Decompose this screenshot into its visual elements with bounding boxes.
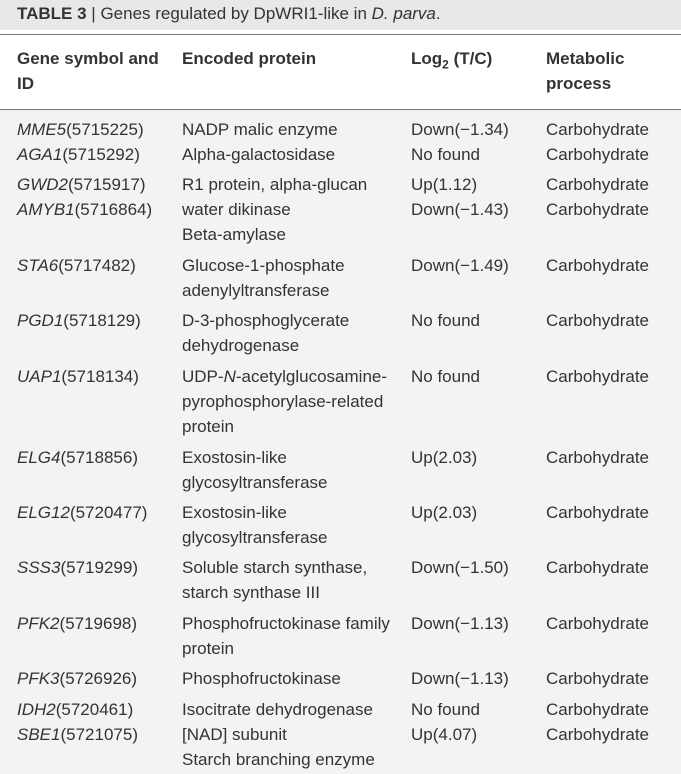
metabolic-process: Carbohydrate [546,669,650,688]
gene-symbol: MME5 [17,120,67,139]
log2-value: No found [411,367,480,386]
encoded-protein-line: [NAD] subunit [182,725,287,744]
log2-value: Down(−1.49) [411,256,509,275]
metabolic-process: Carbohydrate [546,200,650,219]
encoded-protein-part: N [223,367,236,386]
gene-symbol: PFK2 [17,614,60,633]
table-row-gene [17,697,133,722]
encoded-protein-line: Glucose-1-phosphate [182,256,345,275]
gene-symbol: ELG12 [17,503,70,522]
encoded-protein-line: water dikinase [182,200,291,219]
log2-value: Up(2.03) [411,448,478,467]
encoded-protein-line: starch synthase III [182,583,320,602]
table-row-gene [17,308,141,333]
metabolic-process: Carbohydrate [546,256,650,275]
encoded-protein-line: dehydrogenase [182,336,300,355]
log2-value: Down(−1.50) [411,558,509,577]
encoded-protein-line: Alpha-galactosidase [182,145,336,164]
encoded-protein-line [182,364,387,389]
gene-id: (5721075) [60,725,138,744]
gene-symbol: SSS3 [17,558,61,577]
metabolic-process: Carbohydrate [546,367,650,386]
table-row-gene [17,611,137,636]
encoded-protein-line: Exostosin-like [182,503,287,522]
header-log [411,46,492,77]
table-label: TABLE 3 [17,4,87,23]
log2-value: No found [411,311,480,330]
encoded-protein-line: Beta-amylase [182,225,286,244]
table-caption [17,3,441,25]
encoded-protein-line: Exostosin-like [182,448,287,467]
table-row-gene [17,722,138,747]
log2-value: Up(1.12) [411,175,478,194]
encoded-protein-line: Soluble starch synthase, [182,558,368,577]
encoded-protein-line: R1 protein, alpha-glucan [182,175,368,194]
metabolic-process: Carbohydrate [546,175,650,194]
gene-symbol: PFK3 [17,669,60,688]
gene-symbol: STA6 [17,256,59,275]
gene-symbol: PGD1 [17,311,64,330]
header-log-prefix: Log [411,49,443,68]
metabolic-process: Carbohydrate [546,725,650,744]
metabolic-process: Carbohydrate [546,558,650,577]
encoded-protein-line: Starch branching enzyme [182,750,375,769]
table-row-gene [17,445,138,470]
table-row-gene [17,117,144,142]
table-row-gene [17,253,136,278]
gene-id: (5720461) [55,700,134,719]
header-process-line2: process [546,74,612,93]
header-log-sub: 2 [442,57,449,72]
gene-symbol: UAP1 [17,367,62,386]
gene-id: (5718134) [61,367,139,386]
gene-symbol: ELG4 [17,448,61,467]
encoded-protein-line: adenylyltransferase [182,281,330,300]
encoded-protein-part: -acetylglucosamine- [235,367,388,386]
encoded-protein-line: Isocitrate dehydrogenase [182,700,373,719]
gene-id: (5719698) [59,614,138,633]
header-gene [17,46,159,96]
table-row-gene [17,197,152,222]
caption-species: D. parva [371,4,436,23]
gene-id: (5719299) [60,558,138,577]
log2-value: Up(4.07) [411,725,478,744]
caption-text: Genes regulated by DpWRI1-like in [100,4,372,23]
metabolic-process: Carbohydrate [546,145,650,164]
encoded-protein-line: pyrophosphorylase-related [182,392,384,411]
encoded-protein-line: Phosphofructokinase family [182,614,390,633]
log2-value: Down(−1.13) [411,614,509,633]
gene-id: (5715292) [62,145,140,164]
encoded-protein-line: D-3-phosphoglycerate [182,311,350,330]
header-protein: Encoded protein [182,49,317,68]
gene-id: (5716864) [74,200,153,219]
caption-end: . [435,4,441,23]
top-rule [0,34,681,35]
gene-symbol: AGA1 [17,145,63,164]
header-process [546,46,624,96]
metabolic-process: Carbohydrate [546,614,650,633]
log2-value: Down(−1.13) [411,669,509,688]
log2-value: Down(−1.43) [411,200,509,219]
table-row-gene [17,142,140,167]
gene-id: (5715917) [68,175,146,194]
header-process-line1: Metabolic [546,49,625,68]
gene-symbol: GWD2 [17,175,68,194]
log2-value: Down(−1.34) [411,120,509,139]
gene-symbol: AMYB1 [17,200,75,219]
table-row-gene [17,666,137,691]
encoded-protein-line: Phosphofructokinase [182,669,341,688]
log2-value: Up(2.03) [411,503,478,522]
encoded-protein-line: NADP malic enzyme [182,120,338,139]
encoded-protein-line: protein [182,639,234,658]
metabolic-process: Carbohydrate [546,311,650,330]
encoded-protein-line: glycosyltransferase [182,528,328,547]
gene-id: (5718856) [60,448,138,467]
metabolic-process: Carbohydrate [546,120,650,139]
header-log-suffix: (T/C) [448,49,493,68]
header-gene-line2: ID [17,74,34,93]
log2-value: No found [411,145,480,164]
gene-id: (5717482) [58,256,136,275]
header-gene-line1: Gene symbol and [17,49,159,68]
encoded-protein-part: UDP- [182,367,224,386]
log2-value: No found [411,700,480,719]
encoded-protein-line: protein [182,417,234,436]
metabolic-process: Carbohydrate [546,448,650,467]
gene-id: (5718129) [63,311,141,330]
caption-separator: | [86,4,101,23]
table-row-gene [17,364,139,389]
table-row-gene [17,500,147,525]
gene-id: (5720477) [69,503,148,522]
metabolic-process: Carbohydrate [546,503,650,522]
gene-id: (5726926) [59,669,138,688]
gene-id: (5715225) [66,120,144,139]
encoded-protein-line: glycosyltransferase [182,473,328,492]
gene-symbol: SBE1 [17,725,61,744]
gene-symbol: IDH2 [17,700,56,719]
table-row-gene [17,172,146,197]
metabolic-process: Carbohydrate [546,700,650,719]
table-row-gene [17,555,138,580]
